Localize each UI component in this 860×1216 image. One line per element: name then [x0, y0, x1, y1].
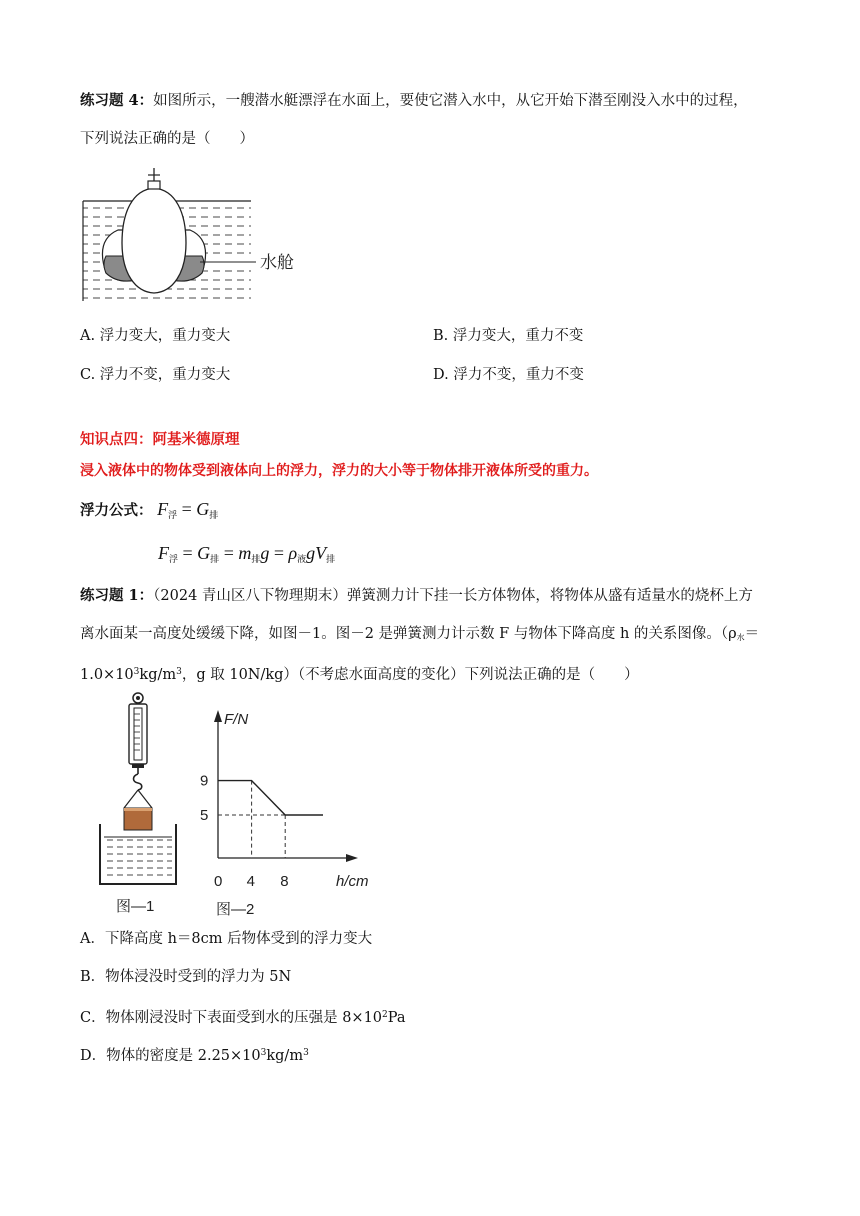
- q1-option-c: C．物体刚浸没时下表面受到水的压强是 $8\times 10^2Pa$: [80, 1010, 406, 1026]
- formula-1: $F_浮 = G_排$: [157, 499, 219, 520]
- scale-hook: [134, 774, 142, 790]
- q4-line-1: [80, 91, 748, 111]
- q4-text-1: 如图所示，一艘潜水艇漂浮在水面上，要使它潜入水中，从它开始下潜至刚没入水中的过程，: [153, 93, 748, 109]
- formula-label: 浮力公式：: [80, 502, 153, 519]
- section-statement: 浸入液体中的物体受到液体向上的浮力，浮力的大小等于物体排开液体所受的重力。: [80, 463, 598, 479]
- q1-label: 练习题 1：: [80, 587, 154, 604]
- fig2-caption: 图—2: [216, 901, 255, 918]
- q4-option-a: A. 浮力变大，重力变大: [80, 328, 231, 344]
- formula-2: $F_浮 = G_排 = m_排g = \rho_液gV_排$: [158, 543, 336, 564]
- origin-label: 0: [214, 873, 223, 890]
- q1-option-b: B．物体浸没时受到的浮力为 5N: [80, 969, 292, 985]
- tank-label: 水舱: [260, 253, 294, 272]
- q1-line-2: 离水面某一高度处缓缓下降，如图－1。图－2 是弹簧测力计示数 F 与物体下降高度 h 的关系图像。（ρ水＝: [80, 626, 760, 642]
- q1-line-3: $1.0\times 10^3kg/m^3$，g 取 10N/kg）（不考虑水面高度的变化）下列说法正确的是（ ）: [80, 667, 639, 683]
- x-tick-8: 8: [280, 873, 289, 890]
- q4-option-d: D. 浮力不变，重力不变: [433, 367, 584, 383]
- q1-line-1: [80, 586, 753, 606]
- formula-line-2: [158, 543, 335, 569]
- section-title: 知识点四：阿基米德原理: [80, 431, 240, 448]
- x-axis-label: h/cm: [336, 873, 369, 890]
- q1-option-a: A．下降高度 h＝8cm 后物体受到的浮力变大: [80, 931, 373, 947]
- q4-label: 练习题 4：: [80, 92, 154, 109]
- spring-scale-figure: [96, 690, 196, 920]
- submarine-hull: [122, 188, 186, 293]
- block: [124, 808, 152, 830]
- q1-option-d: D．物体的密度是 $2.25\times 10^3kg/m^3$: [80, 1048, 309, 1064]
- conning-tower: [148, 181, 160, 189]
- q1-text-1: （2024 青山区八下物理期末）弹簧测力计下挂一长方体物体，将物体从盛有适量水的烧杯上方: [153, 588, 753, 604]
- q4-option-c: C. 浮力不变，重力变大: [80, 367, 231, 383]
- x-axis-arrow: [346, 854, 358, 862]
- force-height-chart: [196, 700, 386, 920]
- fig1-caption: 图—1: [116, 898, 155, 915]
- data-line: [218, 781, 323, 815]
- q4-text-2: 下列说法正确的是（ ）: [80, 131, 254, 147]
- x-tick-4: 4: [246, 873, 255, 890]
- q4-option-b: B. 浮力变大，重力不变: [433, 328, 584, 344]
- submarine-figure: [80, 168, 320, 304]
- formula-line-1: [80, 499, 218, 525]
- y-tick-9: 9: [200, 772, 209, 790]
- y-tick-5: 5: [200, 807, 209, 824]
- y-axis-arrow: [214, 710, 222, 722]
- beaker-water: [104, 837, 172, 879]
- y-axis-label: F/N: [224, 711, 249, 728]
